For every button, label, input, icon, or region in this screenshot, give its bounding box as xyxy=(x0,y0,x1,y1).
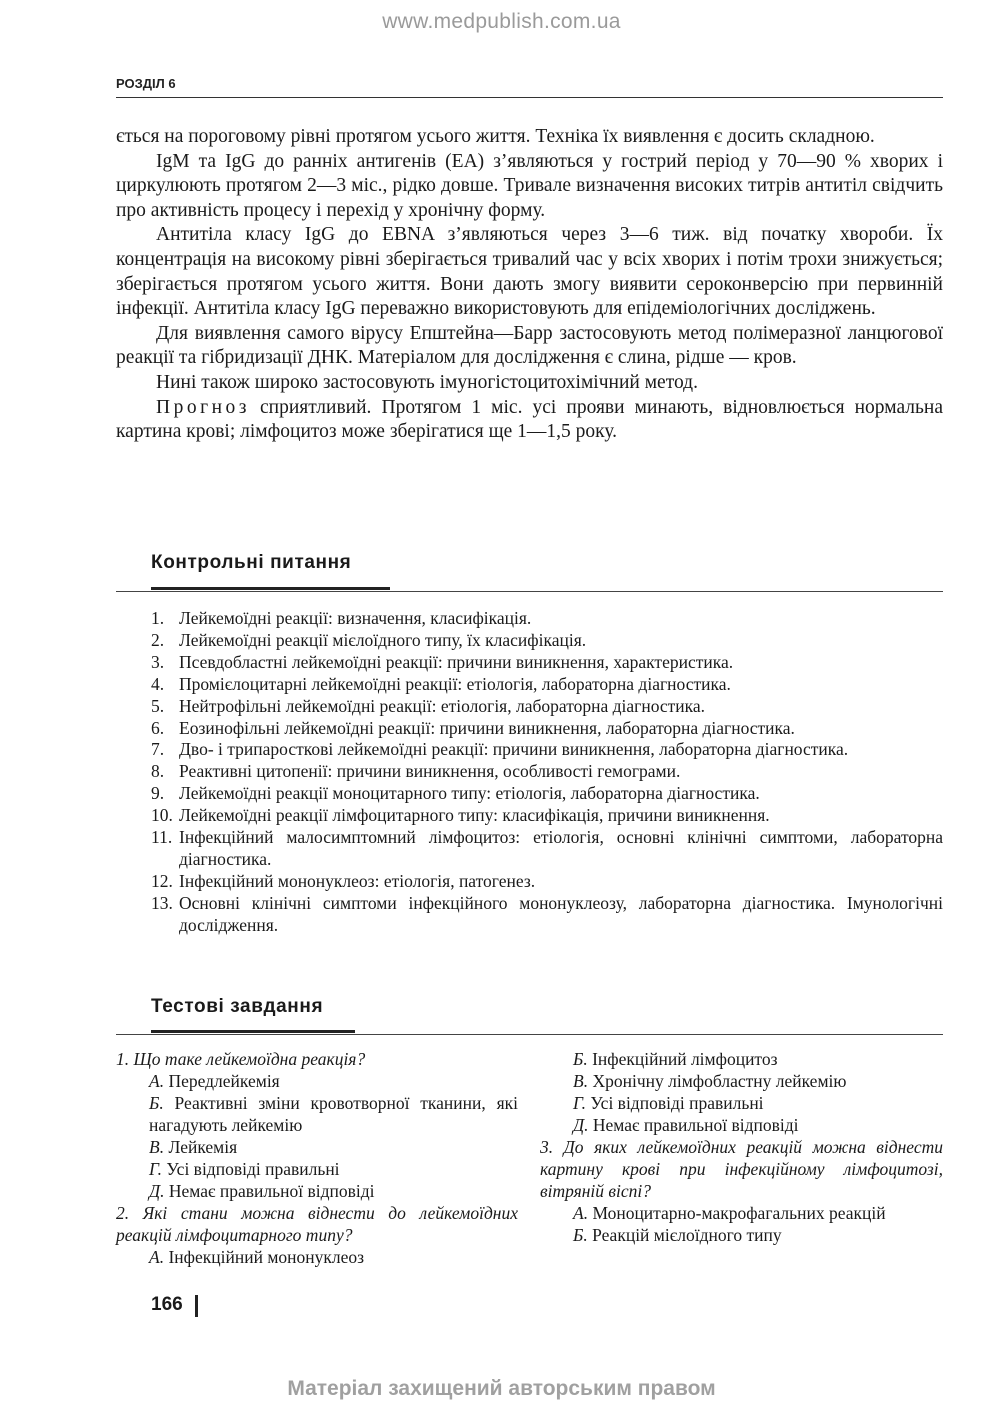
question-number: 8. xyxy=(151,761,165,782)
question-text: Еозинофільні лейкемоїдні реакції: причини виникнення, лабораторна діагностика. xyxy=(179,717,795,738)
question-item xyxy=(151,827,943,871)
option-text: Моноцитарно-макрофагальних реакцій xyxy=(592,1203,886,1223)
question-item xyxy=(151,630,943,652)
test-option xyxy=(116,1180,518,1202)
page-number-bar xyxy=(195,1295,198,1317)
question-item xyxy=(151,761,943,783)
question-number: 9. xyxy=(151,783,165,804)
test-option xyxy=(116,1158,518,1180)
option-letter: В. xyxy=(573,1071,589,1091)
question-item xyxy=(151,805,943,827)
option-text: Усі відповіді правильні xyxy=(166,1159,340,1179)
watermark-bottom: Матеріал захищений авторським правом xyxy=(287,1377,716,1400)
question-text: Реактивні цитопенії: причини виникнення, особливості гемограми. xyxy=(179,761,681,782)
question-text: Дво- і трипаросткові лейкемоїдні реакції: причини виникнення, лабораторна діагностика. xyxy=(179,739,849,760)
question-text: Нейтрофільні лейкемоїдні реакції: етіологія, лабораторна діагностика. xyxy=(179,695,706,716)
question-item xyxy=(151,871,943,893)
option-letter: А. xyxy=(149,1247,165,1267)
option-text: Лейкемія xyxy=(168,1137,238,1157)
option-text: Усі відповіді правильні xyxy=(590,1093,764,1113)
test-title-underline xyxy=(151,1030,355,1033)
question-text: Псевдобластні лейкемоїдні реакції: причини виникнення, характеристика. xyxy=(179,651,734,672)
prognosis-paragraph xyxy=(116,396,943,445)
option-letter: Г. xyxy=(149,1159,163,1179)
test-question: 2. Які стани можна віднести до лейкемоїдних реакцій лімфоцитарного типу? xyxy=(116,1203,518,1245)
question-text: Лейкемоїдні реакції мієлоїдного типу, їх класифікація. xyxy=(179,629,587,650)
prognosis-text: сприятливий. Протягом 1 міс. усі прояви минають, відновлюється нормальна картина крові; лімфоцитоз може зберігатися ще 1—1,5 року. xyxy=(116,396,943,443)
option-letter: Б. xyxy=(573,1225,588,1245)
question-number: 5. xyxy=(151,695,165,716)
question-number: 10. xyxy=(151,805,173,826)
test-option xyxy=(116,1070,518,1092)
question-text: Промієлоцитарні лейкемоїдні реакції: етіологія, лабораторна діагностика. xyxy=(179,673,731,694)
question-item xyxy=(151,739,943,761)
body-paragraph: IgM та IgG до ранніх антигенів (ЕА) з’являються у гострий період у 70—90 % хворих і циркулюють протягом 2—3 міс., рідко довше. Тривале визначення високих титрів антитіл свідчить про активність процесу і перехід у хронічну форму. xyxy=(116,150,943,221)
test-option xyxy=(540,1202,943,1224)
option-letter: А. xyxy=(573,1203,589,1223)
question-item xyxy=(151,674,943,696)
tests-right-column xyxy=(540,1048,943,1246)
question-item xyxy=(151,718,943,740)
option-text: Інфекційний лімфоцитоз xyxy=(592,1049,778,1069)
option-text: Передлейкемія xyxy=(168,1071,280,1091)
test-option xyxy=(540,1070,943,1092)
option-letter: В. xyxy=(149,1137,165,1157)
question-number: 2. xyxy=(151,629,165,650)
option-text: Інфекційний мононуклеоз xyxy=(168,1247,365,1267)
test-option xyxy=(116,1092,518,1136)
control-title-rule xyxy=(116,591,943,592)
header-rule xyxy=(116,97,943,98)
body-paragraph: Нині також широко застосовують імуногістоцитохімічний метод. xyxy=(156,371,698,393)
question-text: Лейкемоїдні реакції лімфоцитарного типу: класифікація, причини виникнення. xyxy=(179,805,770,826)
option-letter: Д. xyxy=(149,1181,165,1201)
body-paragraph: Антитіла класу IgG до EBNA з’являються через 3—6 тиж. від початку хвороби. Їх концентрація на високому рівні зберігається тривалий час у всіх хворих і потім трохи знижується; зберігається протягом усього життя. Вони дають змогу виявити сероконверсію при первинній інфекції. Антитіла класу IgG переважно використовують для епідеміологічних досліджень. xyxy=(116,224,943,320)
test-option xyxy=(540,1092,943,1114)
body-paragraph: ється на пороговому рівні протягом усього життя. Техніка їх виявлення є досить складною. xyxy=(116,126,875,147)
test-tasks-title: Тестові завдання xyxy=(151,996,324,1017)
question-text: Інфекційний малосимптомний лімфоцитоз: етіологія, основні клінічні симптоми, лабораторна діагностика. xyxy=(179,827,943,869)
option-text: Немає правильної відповіді xyxy=(168,1181,375,1201)
question-number: 6. xyxy=(151,717,165,738)
question-item xyxy=(151,783,943,805)
option-letter: Д. xyxy=(573,1115,589,1135)
question-number: 3. xyxy=(151,651,165,672)
test-option xyxy=(540,1048,943,1070)
question-number: 7. xyxy=(151,739,165,760)
question-text: Основні клінічні симптоми інфекційного мононуклеозу, лабораторна діагностика. Імунологічні дослідження. xyxy=(179,892,943,935)
question-item xyxy=(151,608,943,630)
option-letter: Г. xyxy=(573,1093,587,1113)
control-questions-list xyxy=(151,608,943,937)
option-text: Реактивні зміни кровотворної тканини, які нагадують лейкемію xyxy=(149,1093,518,1135)
test-question: 3. До яких лейкемоїдних реакцій можна віднести картину крові при інфекційному лімфоцитозі, вітряній віспі? xyxy=(540,1137,943,1201)
control-questions-title: Контрольні питання xyxy=(151,552,352,573)
question-number: 1. xyxy=(151,608,165,628)
option-letter: Б. xyxy=(573,1049,588,1069)
question-text: Інфекційний мононуклеоз: етіологія, патогенез. xyxy=(179,870,536,891)
test-option xyxy=(116,1136,518,1158)
test-option xyxy=(116,1246,518,1268)
question-item xyxy=(151,652,943,674)
question-number: 4. xyxy=(151,673,165,694)
body-text xyxy=(116,125,943,445)
test-option xyxy=(540,1114,943,1136)
question-number: 12. xyxy=(151,870,173,891)
tests-left-column xyxy=(116,1048,518,1268)
test-title-rule xyxy=(116,1034,943,1035)
question-number: 13. xyxy=(151,892,173,913)
body-paragraph: Для виявлення самого вірусу Епштейна—Барр застосовують метод полімеразної ланцюгової реакції та гібридизації ДНК. Матеріалом для дослідження є слина, рідше — кров. xyxy=(116,322,943,369)
question-text: Лейкемоїдні реакції: визначення, класифікація. xyxy=(179,608,532,628)
control-title-underline xyxy=(151,587,390,590)
question-text: Лейкемоїдні реакції моноцитарного типу: етіологія, лабораторна діагностика. xyxy=(179,783,760,804)
option-text: Хронічну лімфобластну лейкемію xyxy=(592,1071,847,1091)
prognosis-term: Прогноз xyxy=(156,396,250,418)
option-letter: Б. xyxy=(149,1093,164,1113)
option-text: Немає правильної відповіді xyxy=(592,1115,799,1135)
page-number: 166 xyxy=(151,1294,183,1315)
question-item xyxy=(151,893,943,937)
test-question: 1. Що таке лейкемоїдна реакція? xyxy=(116,1049,366,1069)
test-option xyxy=(540,1224,943,1246)
option-letter: А. xyxy=(149,1071,165,1091)
running-head: РОЗДІЛ 6 xyxy=(116,76,176,91)
option-text: Реакцій мієлоїдного типу xyxy=(592,1225,782,1245)
watermark-top: www.medpublish.com.ua xyxy=(382,10,621,33)
question-item xyxy=(151,696,943,718)
question-number: 11. xyxy=(151,827,173,848)
